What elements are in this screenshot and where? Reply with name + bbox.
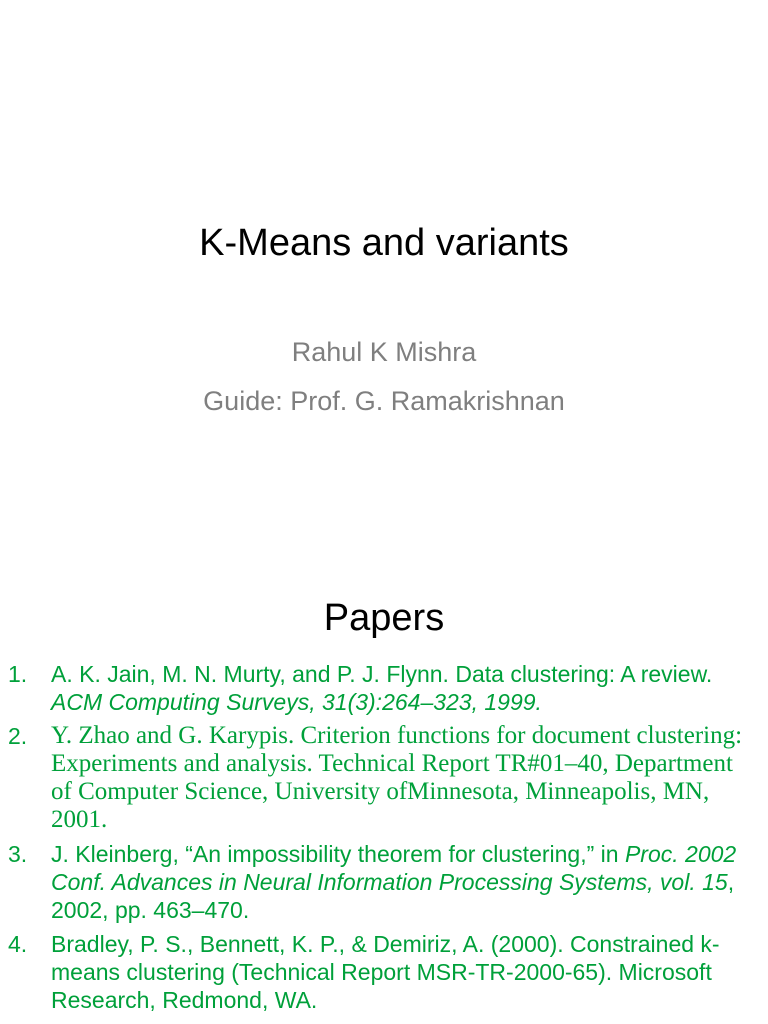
slide-title: K-Means and variants: [199, 222, 569, 264]
reference-item: [0, 930, 768, 1014]
reference-plain-text: Bradley, P. S., Bennett, K. P., & Demiriz, A. (2000). Constrained k-means clustering (Technical Report MSR-TR-2000-65). Microsoft Research, Redmond, WA.: [51, 931, 720, 1013]
guide-name: Guide: Prof. G. Ramakrishnan: [203, 386, 565, 416]
reference-list: [0, 660, 768, 1020]
reference-text: [51, 840, 748, 924]
reference-number: 3.: [8, 841, 28, 867]
reference-plain-text: Y. Zhao and G. Karypis. Criterion functions for document clustering: Experiments and analysis. Technical Report TR#01–40, Department of Computer Science, University ofMinnesota, Minneapolis, MN, 2001.: [51, 722, 743, 833]
reference-number: 2.: [8, 723, 28, 749]
author-name: Rahul K Mishra: [291, 337, 477, 367]
reference-number: 4.: [8, 931, 28, 957]
reference-item: [0, 660, 768, 716]
reference-item: [0, 722, 768, 834]
reference-number: 1.: [8, 661, 28, 687]
reference-text: [51, 722, 748, 834]
reference-text: [51, 660, 748, 716]
reference-italic-text: Proc. 2002 Conf. Advances in Neural Information Processing Systems, vol. 15: [51, 841, 737, 895]
papers-heading: Papers: [323, 597, 445, 639]
reference-italic-text: ACM Computing Surveys, 31(3):264–323, 1999.: [51, 689, 542, 715]
reference-text: [51, 930, 748, 1014]
reference-tail-text: , 2002, pp. 463–470.: [51, 869, 735, 923]
reference-item: [0, 840, 768, 924]
reference-plain-text: A. K. Jain, M. N. Murty, and P. J. Flynn. Data clustering: A review.: [51, 661, 713, 687]
reference-plain-text: J. Kleinberg, “An impossibility theorem for clustering,” in: [51, 841, 625, 867]
